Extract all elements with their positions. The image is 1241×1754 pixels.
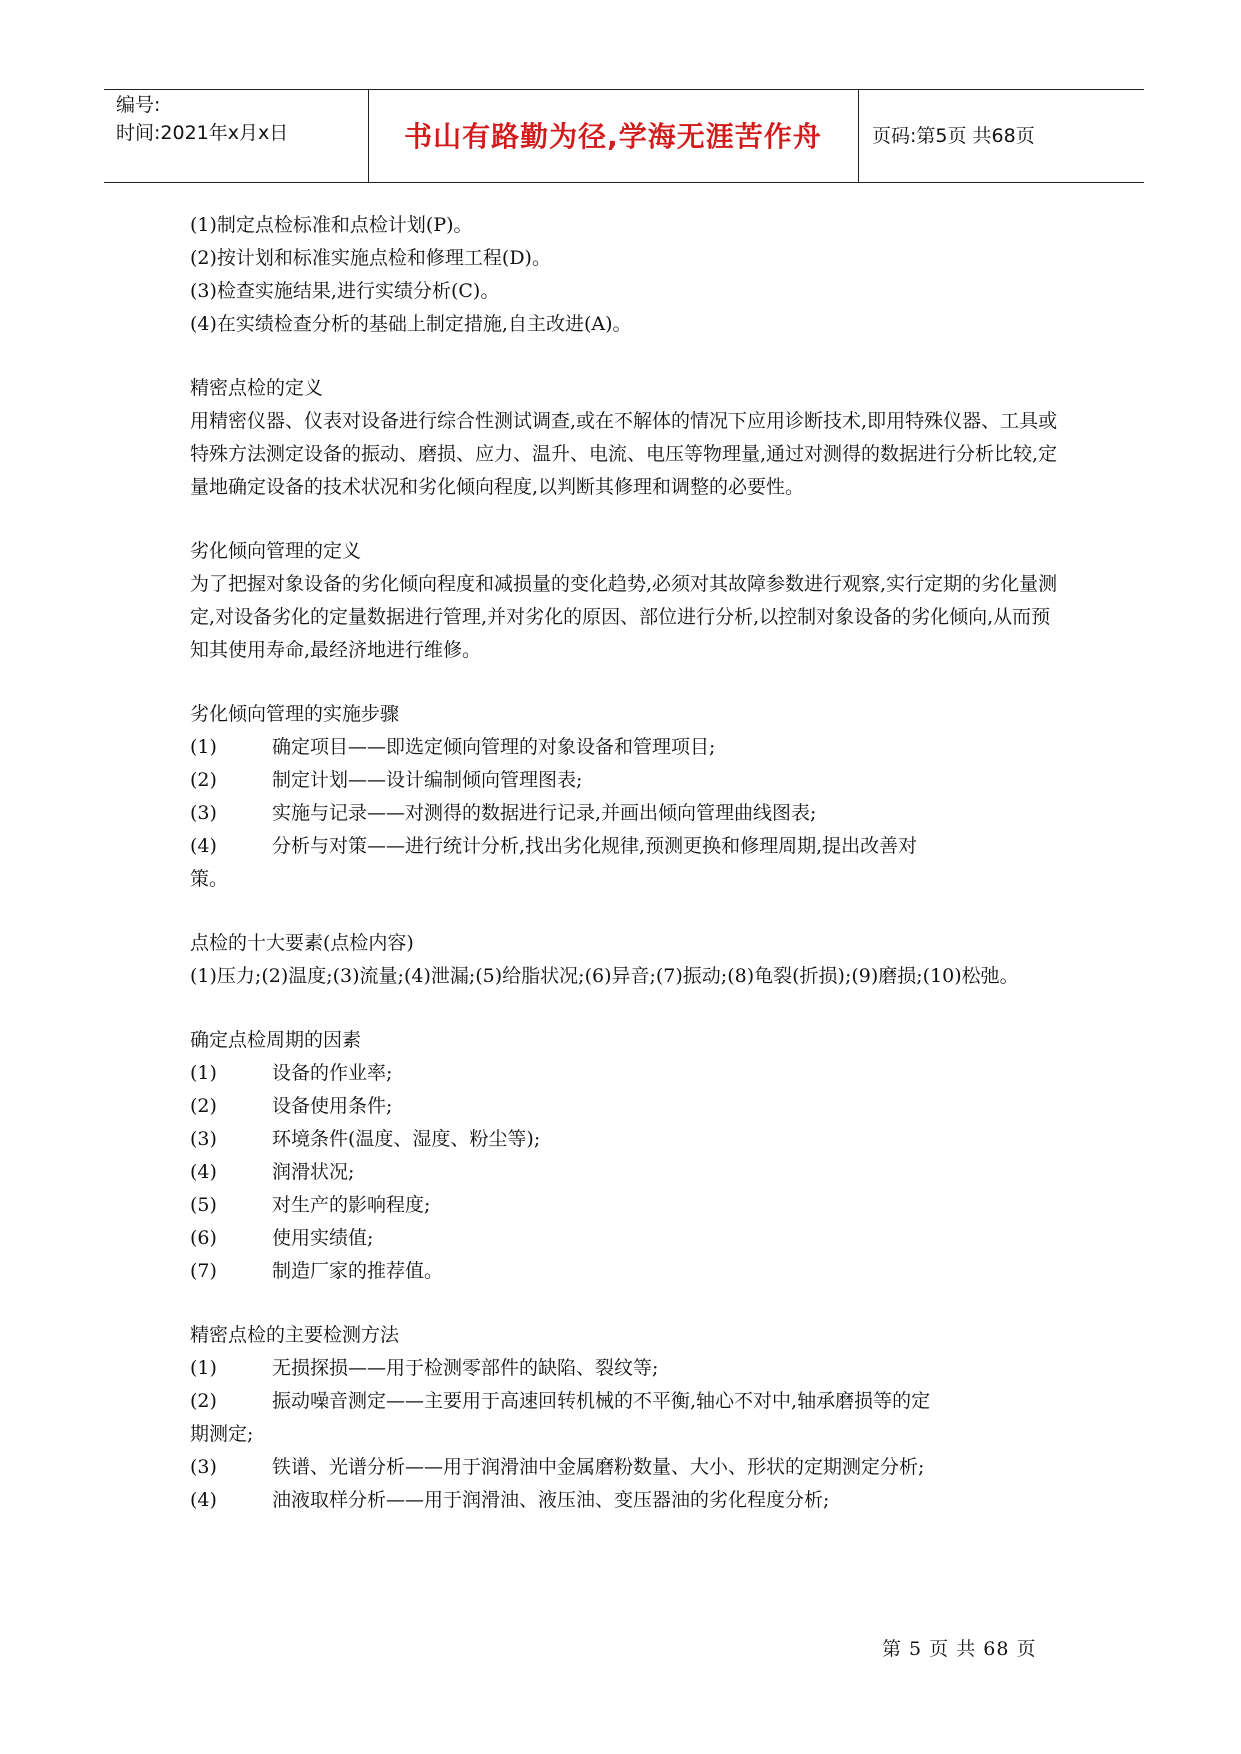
list-item	[190, 1385, 1060, 1418]
list-number: (4)	[190, 835, 217, 857]
list-text: 设备使用条件;	[272, 1095, 393, 1117]
list-text-continuation: 期测定;	[190, 1423, 254, 1445]
list-number: (4)	[190, 1161, 217, 1183]
list-number: (6)	[190, 1227, 217, 1249]
list-item	[190, 1222, 1060, 1255]
serial-label: 编号:	[116, 94, 161, 116]
header-page-label: 页码:第5页 共68页	[872, 125, 1035, 147]
list-number: (3)	[190, 802, 217, 824]
list-text: 设备的作业率;	[272, 1062, 393, 1084]
section-paragraph: (1)压力;(2)温度;(3)流量;(4)泄漏;(5)给脂状况;(6)异音;(7)振动;(8)龟裂(折损);(9)磨损;(10)松弛。	[190, 965, 1019, 987]
list-text: 油液取样分析——用于润滑油、液压油、变压器油的劣化程度分析;	[272, 1489, 830, 1511]
list-text: 润滑状况;	[272, 1161, 355, 1183]
list-item	[190, 1189, 1060, 1222]
header-motto: 书山有路勤为径,学海无涯苦作舟	[404, 120, 822, 153]
section-title: 点检的十大要素(点检内容)	[190, 932, 414, 954]
list-number: (2)	[190, 1095, 217, 1117]
list-text: 对生产的影响程度;	[272, 1194, 431, 1216]
list-text: 铁谱、光谱分析——用于润滑油中金属磨粉数量、大小、形状的定期测定分析;	[272, 1456, 925, 1478]
list-number: (5)	[190, 1194, 217, 1216]
document-body	[190, 209, 1060, 1517]
section-title: 精密点检的定义	[190, 377, 324, 399]
time-label: 时间:2021年x月x日	[116, 122, 289, 144]
section-paragraph: 为了把握对象设备的劣化倾向程度和减损量的变化趋势,必须对其故障参数进行观察,实行定期的劣化量测定,对设备劣化的定量数据进行管理,并对劣化的原因、部位进行分析,以控制对象设备的劣化倾向,从而预知其使用寿命,最经济地进行维修。	[190, 573, 1058, 661]
list-text: 确定项目——即选定倾向管理的对象设备和管理项目;	[272, 736, 716, 758]
list-text: 制定计划——设计编制倾向管理图表;	[272, 769, 583, 791]
pdca-item: (1)制定点检标准和点检计划(P)。	[190, 214, 473, 236]
list-text: 实施与记录——对测得的数据进行记录,并画出倾向管理曲线图表;	[272, 802, 817, 824]
list-item	[190, 1057, 1060, 1090]
list-item	[190, 830, 1060, 863]
section-paragraph: 用精密仪器、仪表对设备进行综合性测试调查,或在不解体的情况下应用诊断技术,即用特殊仪器、工具或特殊方法测定设备的振动、磨损、应力、温升、电流、电压等物理量,通过对测得的数据进行分析比较,定量地确定设备的技术状况和劣化倾向程度,以判断其修理和调整的必要性。	[190, 410, 1058, 498]
page-header	[104, 89, 1144, 183]
list-number: (2)	[190, 1390, 217, 1412]
list-item	[190, 1090, 1060, 1123]
list-item	[190, 1156, 1060, 1189]
list-number: (3)	[190, 1128, 217, 1150]
pdca-item: (3)检查实施结果,进行实绩分析(C)。	[190, 280, 500, 302]
list-item	[190, 1451, 1060, 1484]
list-text: 振动噪音测定——主要用于高速回转机械的不平衡,轴心不对中,轴承磨损等的定	[272, 1390, 931, 1412]
list-number: (1)	[190, 736, 217, 758]
list-text: 环境条件(温度、湿度、粉尘等);	[272, 1128, 541, 1150]
header-top-rule	[104, 89, 1144, 90]
section-title: 劣化倾向管理的定义	[190, 540, 362, 562]
list-item	[190, 797, 1060, 830]
section-title: 劣化倾向管理的实施步骤	[190, 703, 400, 725]
list-item	[190, 1123, 1060, 1156]
list-text: 无损探损——用于检测零部件的缺陷、裂纹等;	[272, 1357, 659, 1379]
header-bottom-rule	[104, 182, 1144, 183]
list-number: (7)	[190, 1260, 217, 1282]
list-number: (4)	[190, 1489, 217, 1511]
list-number: (1)	[190, 1357, 217, 1379]
list-text-continuation: 策。	[190, 868, 229, 890]
list-text: 制造厂家的推荐值。	[272, 1260, 444, 1282]
list-item	[190, 731, 1060, 764]
header-divider-right	[858, 89, 859, 183]
list-item	[190, 764, 1060, 797]
pdca-item: (2)按计划和标准实施点检和修理工程(D)。	[190, 247, 551, 269]
list-item	[190, 1352, 1060, 1385]
list-number: (1)	[190, 1062, 217, 1084]
list-number: (2)	[190, 769, 217, 791]
list-text: 分析与对策——进行统计分析,找出劣化规律,预测更换和修理周期,提出改善对	[272, 835, 918, 857]
list-number: (3)	[190, 1456, 217, 1478]
pdca-item: (4)在实绩检查分析的基础上制定措施,自主改进(A)。	[190, 313, 632, 335]
section-title: 精密点检的主要检测方法	[190, 1324, 400, 1346]
page-footer: 第 5 页 共 68 页	[882, 1638, 1037, 1660]
list-item	[190, 1255, 1060, 1288]
header-meta	[116, 91, 288, 147]
list-item	[190, 1484, 1060, 1517]
list-text: 使用实绩值;	[272, 1227, 374, 1249]
section-title: 确定点检周期的因素	[190, 1029, 362, 1051]
